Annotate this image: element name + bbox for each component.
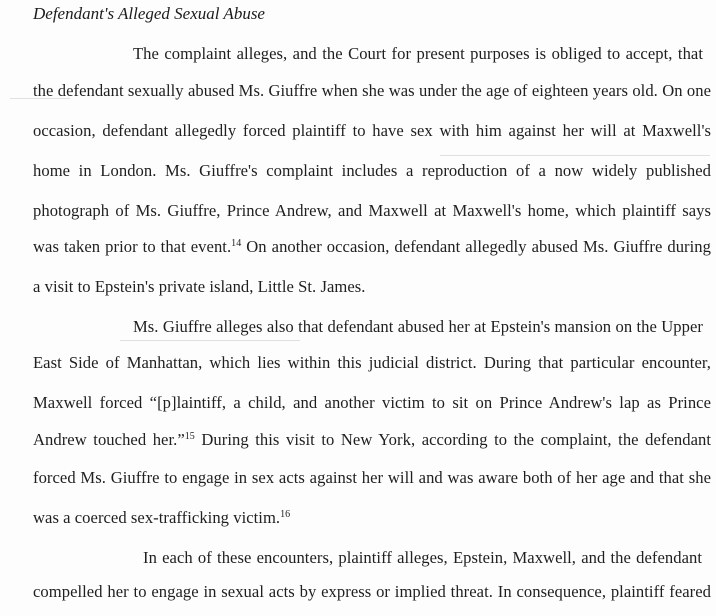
line-text: During this visit to New York, according to the complaint, the defendant: [194, 430, 711, 449]
paragraph-3-line-2: compelled her to engage in sexual acts by express or implied threat. In consequence, plaintiff feared: [33, 582, 711, 601]
footnote-marker-15[interactable]: 15: [184, 431, 195, 442]
line-text: Andrew touched her.”: [33, 430, 185, 449]
line-text: was taken prior to that event.: [33, 237, 232, 256]
paragraph-2-line-5: forced Ms. Giuffre to engage in sex acts against her will and was aware both of her age and that she: [33, 468, 711, 487]
paragraph-2-line-1: Ms. Giuffre alleges also that defendant abused her at Epstein's mansion on the Upper: [133, 317, 703, 336]
section-heading: Defendant's Alleged Sexual Abuse: [33, 4, 265, 23]
paragraph-2-line-4: [33, 430, 711, 450]
paragraph-3-line-1: In each of these encounters, plaintiff alleges, Epstein, Maxwell, and the defendant: [143, 548, 702, 567]
paragraph-1-line-1: The complaint alleges, and the Court for present purposes is obliged to accept, that: [133, 44, 703, 63]
paragraph-2-line-6: [33, 508, 711, 528]
paragraph-1-line-5: photograph of Ms. Giuffre, Prince Andrew, and Maxwell at Maxwell's home, which plaintiff says: [33, 201, 711, 220]
paragraph-2-line-2: East Side of Manhattan, which lies within this judicial district. During that particular encounter,: [33, 353, 711, 372]
paragraph-1-line-4: home in London. Ms. Giuffre's complaint includes a reproduction of a now widely published: [33, 161, 711, 180]
scan-artifact-line: [440, 155, 710, 156]
footnote-marker-16[interactable]: 16: [280, 509, 291, 520]
footnote-marker-14[interactable]: 14: [231, 238, 242, 249]
paragraph-1-line-6: [33, 237, 711, 257]
line-text: was a coerced sex-trafficking victim.: [33, 508, 281, 527]
paragraph-1-line-2: the defendant sexually abused Ms. Giuffre when she was under the age of eighteen years old. On one: [33, 81, 711, 100]
scan-artifact-line: [120, 340, 300, 341]
paragraph-1-line-7: a visit to Epstein's private island, Little St. James.: [33, 277, 366, 296]
paragraph-1-line-3: occasion, defendant allegedly forced plaintiff to have sex with him against her will at Maxwell's: [33, 121, 711, 140]
line-text: On another occasion, defendant allegedly abused Ms. Giuffre during: [241, 237, 711, 256]
paragraph-2-line-3: Maxwell forced “[p]laintiff, a child, and another victim to sit on Prince Andrew's lap as Prince: [33, 393, 711, 412]
